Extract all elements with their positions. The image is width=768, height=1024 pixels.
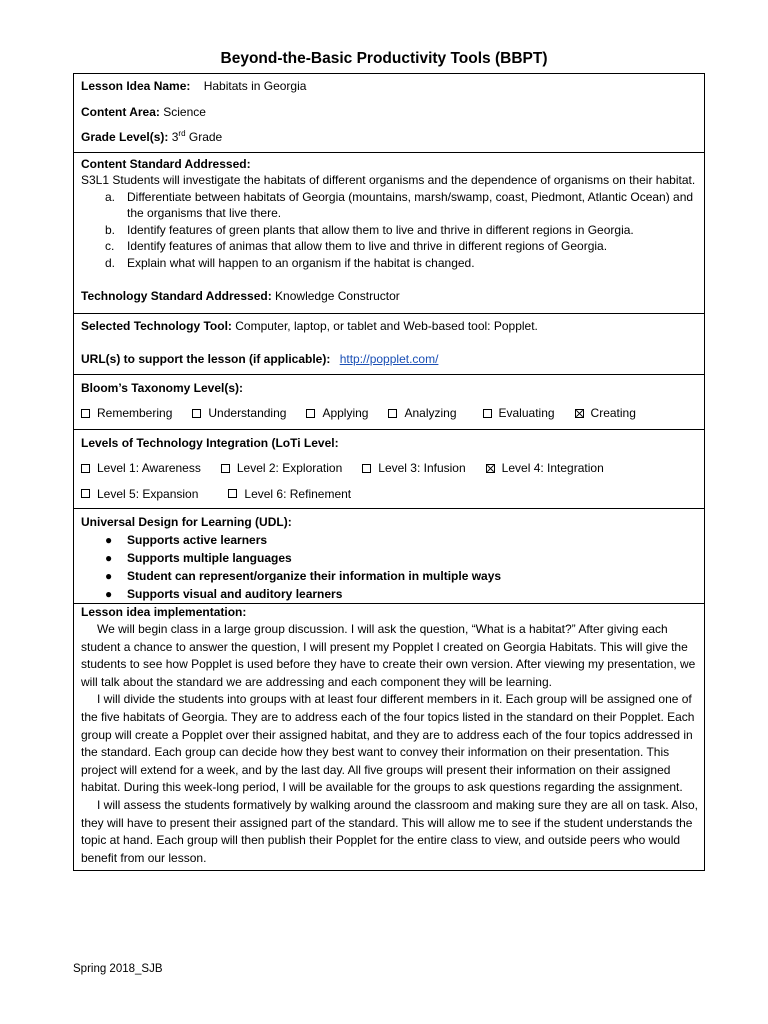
- blooms-options: [81, 405, 698, 422]
- content-standard-intro: S3L1 Students will investigate the habitats of different organisms and the dependence of organisms on their habitat.: [81, 173, 696, 187]
- checkbox-icon[interactable]: [483, 409, 492, 418]
- content-area-value: Science: [163, 104, 206, 119]
- lesson-info-section: [74, 74, 704, 153]
- blooms-option-analyzing[interactable]: Analyzing: [388, 405, 456, 422]
- implementation-paragraph: I will divide the students into groups with at least four different members in it. Each group will be assigned one of the five habitats of Georgia. They are to address each of the four topics listed in the standard on their Popplet. Each group will create a Popplet over their assigned habitat, and they are to address each of the four topics addressed in the standard. Each group can decide how they best want to convey their information on their presentation. This project will extend for a week, and by the last day. All five groups will present their information on their assigned habitat. During this week-long period, I will be available for the groups to ask questions regarding the assignment.: [81, 692, 695, 795]
- loti-option-level-1[interactable]: Level 1: Awareness: [81, 460, 201, 477]
- blooms-heading: Bloom’s Taxonomy Level(s):: [81, 380, 244, 395]
- lesson-name-label: Lesson Idea Name:: [81, 79, 191, 93]
- grade-level-label: Grade Level(s):: [81, 130, 169, 144]
- lesson-name-row: [81, 78, 698, 95]
- bullet-icon: ●: [105, 550, 113, 565]
- content-area-row: [81, 104, 698, 121]
- checked-checkbox-icon[interactable]: [486, 464, 495, 473]
- checkbox-icon[interactable]: [388, 409, 397, 418]
- footer-text: Spring 2018_SJB: [73, 963, 163, 975]
- udl-item: ● Supports visual and auditory learners: [105, 586, 343, 601]
- implementation-section: [74, 604, 704, 871]
- content-area-label: Content Area:: [81, 104, 160, 119]
- grade-level-number: 3: [171, 130, 179, 144]
- lesson-name-value: Habitats in Georgia: [203, 79, 307, 93]
- checkbox-icon[interactable]: [81, 464, 90, 473]
- blooms-option-creating[interactable]: Creating: [575, 405, 636, 422]
- implementation-heading: Lesson idea implementation:: [81, 604, 247, 619]
- grade-level-row: [81, 129, 698, 146]
- lesson-plan-table: [73, 73, 705, 871]
- standard-item: d. Explain what will happen to an organism if the habitat is changed.: [105, 255, 475, 270]
- bullet-icon: ●: [105, 586, 113, 601]
- content-standard-heading: Content Standard Addressed:: [81, 156, 251, 171]
- blooms-option-evaluating[interactable]: Evaluating: [483, 405, 555, 422]
- loti-option-level-6[interactable]: Level 6: Refinement: [228, 486, 351, 503]
- standard-list: [81, 189, 698, 272]
- checkbox-icon[interactable]: [221, 464, 230, 473]
- tech-standard-value: Knowledge Constructor: [275, 289, 400, 303]
- implementation-paragraph: We will begin class in a large group discussion. I will ask the question, “What is a habitat?” After giving each student a chance to answer the question, I will present my Popplet I created on Georgia Habitats. This will give the students to see how Popplet is used before they have to create their own version. After viewing my presentation, we will talk about the standard we are addressing and each component they will be learning.: [81, 622, 696, 689]
- url-row: [81, 351, 698, 368]
- document-title: Beyond-the-Basic Productivity Tools (BBPT): [220, 50, 548, 67]
- loti-option-level-3[interactable]: Level 3: Infusion: [362, 460, 465, 477]
- loti-option-level-4[interactable]: Level 4: Integration: [486, 460, 604, 477]
- grade-level-suffix: rd: [178, 129, 186, 138]
- selected-tool-value: Computer, laptop, or tablet and Web-based tool: Popplet.: [235, 318, 538, 333]
- udl-item: ● Student can represent/organize their information in multiple ways: [105, 568, 502, 583]
- udl-item: ● Supports active learners: [105, 532, 268, 547]
- standard-item: c. Identify features of animas that allow them to live and thrive in different regions of Georgia.: [105, 239, 608, 253]
- checkbox-icon[interactable]: [362, 464, 371, 473]
- checkbox-icon[interactable]: [81, 489, 90, 498]
- grade-level-word: Grade: [188, 130, 223, 144]
- bullet-icon: ●: [105, 568, 113, 583]
- standard-item: a. Differentiate between habitats of Georgia (mountains, marsh/swamp, coast, Piedmont, Atlantic Ocean) and the organisms that live there.: [105, 189, 694, 220]
- checkbox-icon[interactable]: [228, 489, 237, 498]
- loti-section: [74, 430, 704, 510]
- selected-tool-row: [81, 318, 698, 335]
- loti-option-level-5[interactable]: Level 5: Expansion: [81, 486, 198, 503]
- blooms-option-understanding[interactable]: Understanding: [192, 405, 286, 422]
- standard-item: b. Identify features of green plants that allow them to live and thrive in different regions in Georgia.: [105, 222, 634, 237]
- checkbox-icon[interactable]: [306, 409, 315, 418]
- tech-standard-label: Technology Standard Addressed:: [81, 289, 272, 303]
- checked-checkbox-icon[interactable]: [575, 409, 584, 418]
- loti-option-level-2[interactable]: Level 2: Exploration: [221, 460, 342, 477]
- standards-section: [74, 153, 704, 314]
- udl-heading: Universal Design for Learning (UDL):: [81, 515, 292, 529]
- blooms-section: [74, 375, 704, 430]
- bullet-icon: ●: [105, 532, 113, 547]
- checkbox-icon[interactable]: [81, 409, 90, 418]
- url-label: URL(s) to support the lesson (if applicable):: [81, 352, 331, 366]
- udl-list: [81, 531, 698, 603]
- checkbox-icon[interactable]: [192, 409, 201, 418]
- implementation-paragraph: I will assess the students formatively by walking around the classroom and making sure they are all on task. Also, they will have to present their assigned part of the standard. This will allow me to see if the student understands the topic at hand. Each group will then publish their Popplet for the entire class to view, and outside peers who would benefit from our lesson.: [81, 798, 698, 865]
- technology-tool-section: [74, 314, 704, 375]
- blooms-option-remembering[interactable]: Remembering: [81, 405, 172, 422]
- popplet-link[interactable]: http://popplet.com/: [339, 352, 439, 366]
- tech-standard-row: [81, 288, 698, 305]
- loti-heading: Levels of Technology Integration (LoTi Level:: [81, 435, 339, 450]
- loti-options-row-2: [81, 486, 698, 503]
- loti-options-row-1: [81, 460, 698, 477]
- udl-item: ● Supports multiple languages: [105, 550, 292, 565]
- udl-section: [74, 509, 704, 604]
- blooms-option-applying[interactable]: Applying: [306, 405, 368, 422]
- selected-tool-label: Selected Technology Tool:: [81, 318, 232, 333]
